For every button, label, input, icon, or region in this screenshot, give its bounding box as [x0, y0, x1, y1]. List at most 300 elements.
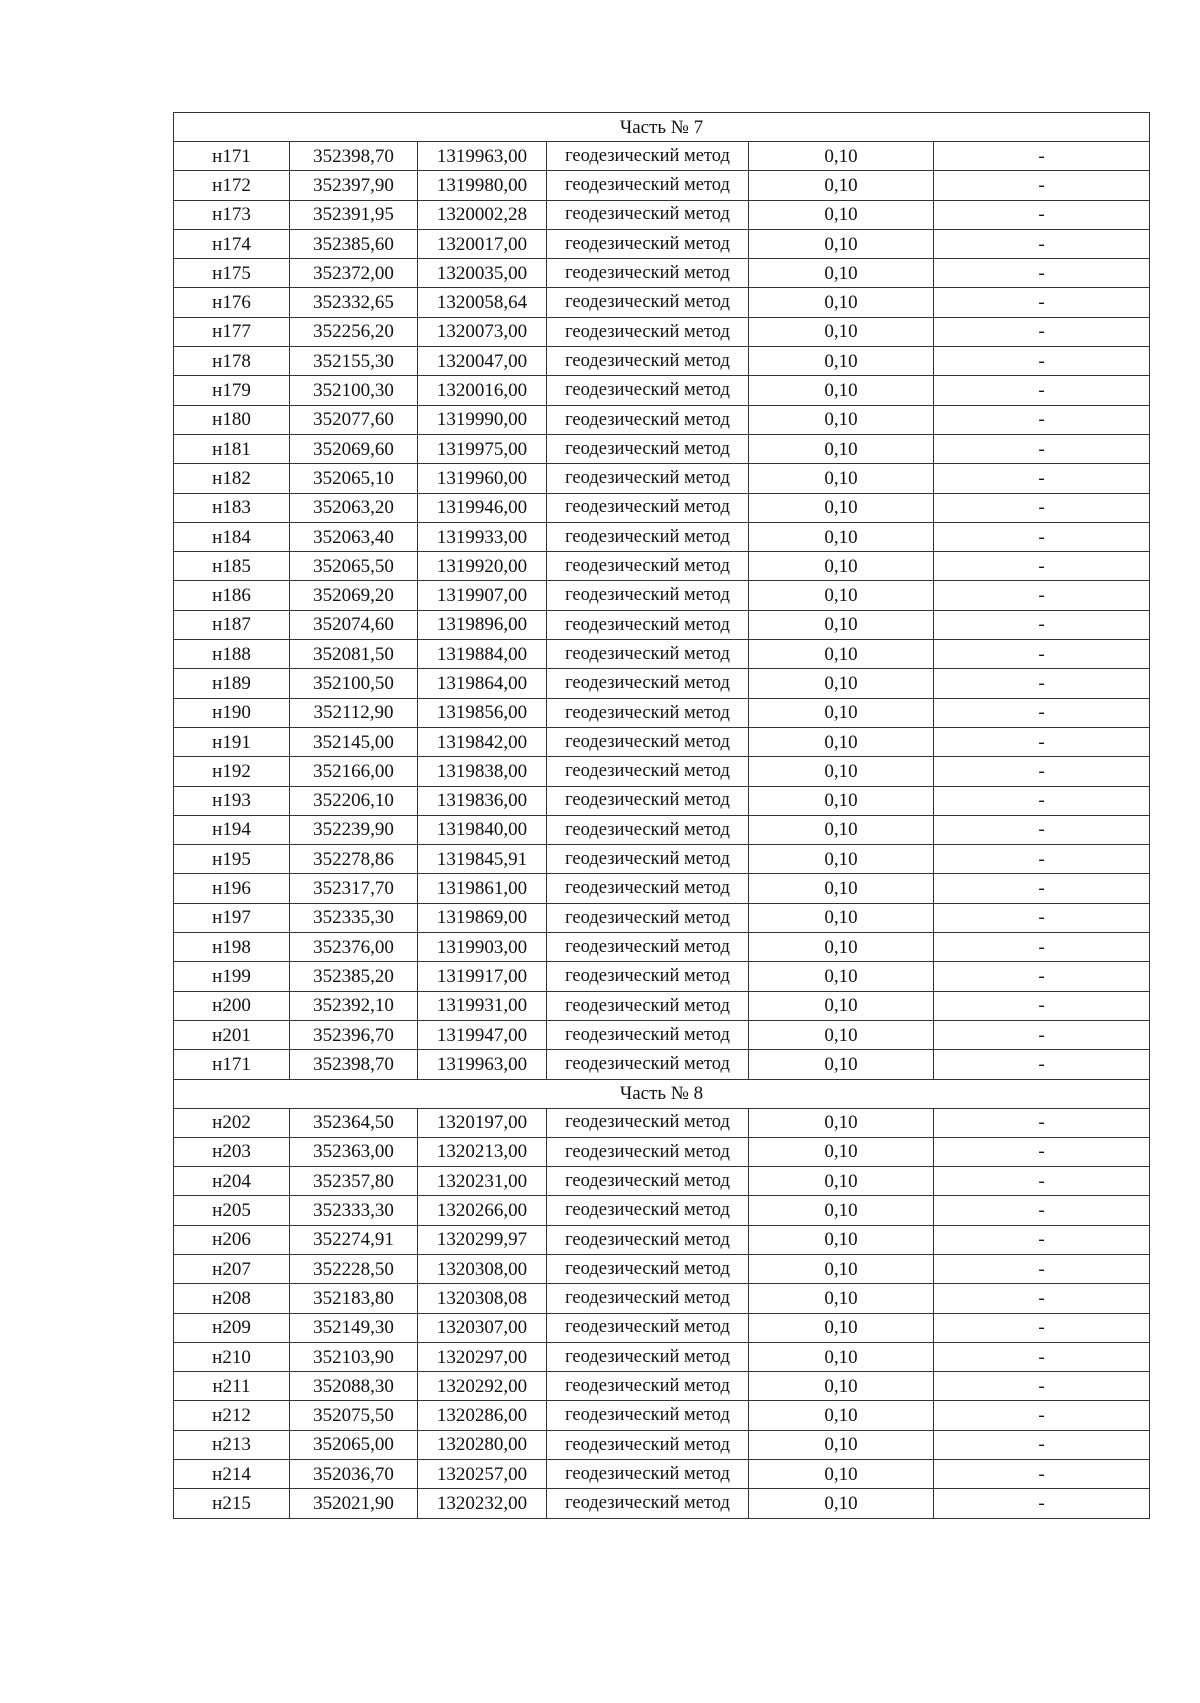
point-name-cell: н207: [174, 1254, 290, 1283]
point-name-cell: н215: [174, 1489, 290, 1518]
point-name-cell: н200: [174, 991, 290, 1020]
method-cell: геодезический метод: [547, 347, 749, 376]
y-coordinate-cell: 1320073,00: [418, 317, 547, 346]
point-name-cell: н181: [174, 434, 290, 463]
x-coordinate-cell: 352274,91: [290, 1225, 418, 1254]
accuracy-cell: 0,10: [749, 640, 934, 669]
method-cell: геодезический метод: [547, 1342, 749, 1371]
method-cell: геодезический метод: [547, 962, 749, 991]
point-name-cell: н188: [174, 640, 290, 669]
accuracy-cell: 0,10: [749, 1313, 934, 1342]
method-cell: геодезический метод: [547, 845, 749, 874]
method-cell: геодезический метод: [547, 1108, 749, 1137]
method-cell: геодезический метод: [547, 464, 749, 493]
y-coordinate-cell: 1319884,00: [418, 640, 547, 669]
method-cell: геодезический метод: [547, 581, 749, 610]
table-row: [174, 259, 1150, 288]
x-coordinate-cell: 352206,10: [290, 786, 418, 815]
y-coordinate-cell: 1320017,00: [418, 229, 547, 258]
x-coordinate-cell: 352278,86: [290, 845, 418, 874]
accuracy-cell: 0,10: [749, 347, 934, 376]
table-row: [174, 786, 1150, 815]
accuracy-cell: 0,10: [749, 815, 934, 844]
y-coordinate-cell: 1319840,00: [418, 815, 547, 844]
accuracy-cell: 0,10: [749, 757, 934, 786]
description-cell: -: [934, 962, 1150, 991]
x-coordinate-cell: 352088,30: [290, 1372, 418, 1401]
table-row: [174, 727, 1150, 756]
accuracy-cell: 0,10: [749, 845, 934, 874]
x-coordinate-cell: 352103,90: [290, 1342, 418, 1371]
description-cell: -: [934, 1137, 1150, 1166]
description-cell: -: [934, 1167, 1150, 1196]
accuracy-cell: 0,10: [749, 376, 934, 405]
accuracy-cell: 0,10: [749, 288, 934, 317]
y-coordinate-cell: 1319836,00: [418, 786, 547, 815]
method-cell: геодезический метод: [547, 1430, 749, 1459]
method-cell: геодезический метод: [547, 1460, 749, 1489]
x-coordinate-cell: 352357,80: [290, 1167, 418, 1196]
x-coordinate-cell: 352074,60: [290, 610, 418, 639]
point-name-cell: н209: [174, 1313, 290, 1342]
y-coordinate-cell: 1319975,00: [418, 434, 547, 463]
table-row: [174, 434, 1150, 463]
point-name-cell: н183: [174, 493, 290, 522]
point-name-cell: н211: [174, 1372, 290, 1401]
table-row: [174, 464, 1150, 493]
description-cell: -: [934, 1430, 1150, 1459]
method-cell: геодезический метод: [547, 1254, 749, 1283]
table-row: [174, 698, 1150, 727]
method-cell: геодезический метод: [547, 200, 749, 229]
table-row: [174, 610, 1150, 639]
description-cell: -: [934, 376, 1150, 405]
accuracy-cell: 0,10: [749, 1489, 934, 1518]
description-cell: -: [934, 669, 1150, 698]
y-coordinate-cell: 1319947,00: [418, 1020, 547, 1049]
x-coordinate-cell: 352021,90: [290, 1489, 418, 1518]
y-coordinate-cell: 1320231,00: [418, 1167, 547, 1196]
description-cell: -: [934, 581, 1150, 610]
accuracy-cell: 0,10: [749, 493, 934, 522]
method-cell: геодезический метод: [547, 698, 749, 727]
method-cell: геодезический метод: [547, 259, 749, 288]
description-cell: -: [934, 991, 1150, 1020]
point-name-cell: н177: [174, 317, 290, 346]
y-coordinate-cell: 1319917,00: [418, 962, 547, 991]
table-row: [174, 347, 1150, 376]
table-row: [174, 962, 1150, 991]
table-row: [174, 1401, 1150, 1430]
table-row: [174, 405, 1150, 434]
x-coordinate-cell: 352363,00: [290, 1137, 418, 1166]
table-row: [174, 1489, 1150, 1518]
point-name-cell: н180: [174, 405, 290, 434]
x-coordinate-cell: 352391,95: [290, 200, 418, 229]
y-coordinate-cell: 1320197,00: [418, 1108, 547, 1137]
description-cell: -: [934, 786, 1150, 815]
x-coordinate-cell: 352392,10: [290, 991, 418, 1020]
point-name-cell: н178: [174, 347, 290, 376]
y-coordinate-cell: 1320308,08: [418, 1284, 547, 1313]
point-name-cell: н193: [174, 786, 290, 815]
description-cell: -: [934, 142, 1150, 171]
description-cell: -: [934, 1342, 1150, 1371]
description-cell: -: [934, 1196, 1150, 1225]
table-row: [174, 288, 1150, 317]
point-name-cell: н182: [174, 464, 290, 493]
point-name-cell: н176: [174, 288, 290, 317]
point-name-cell: н201: [174, 1020, 290, 1049]
x-coordinate-cell: 352065,10: [290, 464, 418, 493]
x-coordinate-cell: 352100,50: [290, 669, 418, 698]
x-coordinate-cell: 352376,00: [290, 933, 418, 962]
point-name-cell: н175: [174, 259, 290, 288]
table-row: [174, 1372, 1150, 1401]
method-cell: геодезический метод: [547, 669, 749, 698]
point-name-cell: н199: [174, 962, 290, 991]
point-name-cell: н174: [174, 229, 290, 258]
point-name-cell: н205: [174, 1196, 290, 1225]
x-coordinate-cell: 352069,60: [290, 434, 418, 463]
point-name-cell: н210: [174, 1342, 290, 1371]
y-coordinate-cell: 1319990,00: [418, 405, 547, 434]
method-cell: геодезический метод: [547, 522, 749, 551]
y-coordinate-cell: 1320299,97: [418, 1225, 547, 1254]
y-coordinate-cell: 1319963,00: [418, 142, 547, 171]
x-coordinate-cell: 352183,80: [290, 1284, 418, 1313]
method-cell: геодезический метод: [547, 786, 749, 815]
coordinates-table: [173, 112, 1150, 1519]
description-cell: -: [934, 171, 1150, 200]
y-coordinate-cell: 1320280,00: [418, 1430, 547, 1459]
y-coordinate-cell: 1319933,00: [418, 522, 547, 551]
x-coordinate-cell: 352333,30: [290, 1196, 418, 1225]
point-name-cell: н185: [174, 552, 290, 581]
x-coordinate-cell: 352075,50: [290, 1401, 418, 1430]
accuracy-cell: 0,10: [749, 1020, 934, 1049]
part-header-row: [174, 113, 1150, 142]
description-cell: -: [934, 727, 1150, 756]
accuracy-cell: 0,10: [749, 698, 934, 727]
description-cell: -: [934, 1489, 1150, 1518]
description-cell: -: [934, 640, 1150, 669]
point-name-cell: н187: [174, 610, 290, 639]
accuracy-cell: 0,10: [749, 610, 934, 639]
y-coordinate-cell: 1320292,00: [418, 1372, 547, 1401]
accuracy-cell: 0,10: [749, 874, 934, 903]
accuracy-cell: 0,10: [749, 405, 934, 434]
x-coordinate-cell: 352385,60: [290, 229, 418, 258]
method-cell: геодезический метод: [547, 1225, 749, 1254]
accuracy-cell: 0,10: [749, 1225, 934, 1254]
table-row: [174, 493, 1150, 522]
description-cell: -: [934, 229, 1150, 258]
method-cell: геодезический метод: [547, 933, 749, 962]
point-name-cell: н195: [174, 845, 290, 874]
x-coordinate-cell: 352396,70: [290, 1020, 418, 1049]
table-row: [174, 845, 1150, 874]
description-cell: -: [934, 434, 1150, 463]
description-cell: -: [934, 845, 1150, 874]
description-cell: -: [934, 522, 1150, 551]
y-coordinate-cell: 1319861,00: [418, 874, 547, 903]
y-coordinate-cell: 1320016,00: [418, 376, 547, 405]
accuracy-cell: 0,10: [749, 171, 934, 200]
y-coordinate-cell: 1319896,00: [418, 610, 547, 639]
point-name-cell: н172: [174, 171, 290, 200]
method-cell: геодезический метод: [547, 991, 749, 1020]
table-row: [174, 200, 1150, 229]
x-coordinate-cell: 352036,70: [290, 1460, 418, 1489]
x-coordinate-cell: 352364,50: [290, 1108, 418, 1137]
method-cell: геодезический метод: [547, 552, 749, 581]
accuracy-cell: 0,10: [749, 727, 934, 756]
y-coordinate-cell: 1320058,64: [418, 288, 547, 317]
x-coordinate-cell: 352145,00: [290, 727, 418, 756]
table-row: [174, 903, 1150, 932]
method-cell: геодезический метод: [547, 288, 749, 317]
y-coordinate-cell: 1320297,00: [418, 1342, 547, 1371]
x-coordinate-cell: 352069,20: [290, 581, 418, 610]
accuracy-cell: 0,10: [749, 1137, 934, 1166]
description-cell: -: [934, 610, 1150, 639]
x-coordinate-cell: 352239,90: [290, 815, 418, 844]
y-coordinate-cell: 1319907,00: [418, 581, 547, 610]
table-row: [174, 1050, 1150, 1079]
table-row: [174, 522, 1150, 551]
x-coordinate-cell: 352398,70: [290, 142, 418, 171]
point-name-cell: н212: [174, 1401, 290, 1430]
method-cell: геодезический метод: [547, 757, 749, 786]
part-title: Часть № 7: [174, 113, 1150, 142]
method-cell: геодезический метод: [547, 493, 749, 522]
method-cell: геодезический метод: [547, 405, 749, 434]
method-cell: геодезический метод: [547, 1050, 749, 1079]
x-coordinate-cell: 352063,20: [290, 493, 418, 522]
description-cell: -: [934, 1372, 1150, 1401]
x-coordinate-cell: 352332,65: [290, 288, 418, 317]
accuracy-cell: 0,10: [749, 200, 934, 229]
x-coordinate-cell: 352228,50: [290, 1254, 418, 1283]
table-row: [174, 874, 1150, 903]
method-cell: геодезический метод: [547, 1284, 749, 1313]
table-row: [174, 229, 1150, 258]
part-title: Часть № 8: [174, 1079, 1150, 1108]
method-cell: геодезический метод: [547, 317, 749, 346]
point-name-cell: н196: [174, 874, 290, 903]
accuracy-cell: 0,10: [749, 317, 934, 346]
method-cell: геодезический метод: [547, 142, 749, 171]
y-coordinate-cell: 1319864,00: [418, 669, 547, 698]
x-coordinate-cell: 352081,50: [290, 640, 418, 669]
description-cell: -: [934, 874, 1150, 903]
table-row: [174, 142, 1150, 171]
point-name-cell: н194: [174, 815, 290, 844]
point-name-cell: н213: [174, 1430, 290, 1459]
accuracy-cell: 0,10: [749, 259, 934, 288]
y-coordinate-cell: 1319980,00: [418, 171, 547, 200]
x-coordinate-cell: 352317,70: [290, 874, 418, 903]
accuracy-cell: 0,10: [749, 1167, 934, 1196]
accuracy-cell: 0,10: [749, 669, 934, 698]
description-cell: -: [934, 1050, 1150, 1079]
y-coordinate-cell: 1319960,00: [418, 464, 547, 493]
accuracy-cell: 0,10: [749, 1460, 934, 1489]
method-cell: геодезический метод: [547, 610, 749, 639]
point-name-cell: н173: [174, 200, 290, 229]
y-coordinate-cell: 1319838,00: [418, 757, 547, 786]
method-cell: геодезический метод: [547, 1313, 749, 1342]
description-cell: -: [934, 1108, 1150, 1137]
description-cell: -: [934, 347, 1150, 376]
accuracy-cell: 0,10: [749, 522, 934, 551]
method-cell: геодезический метод: [547, 727, 749, 756]
accuracy-cell: 0,10: [749, 434, 934, 463]
accuracy-cell: 0,10: [749, 991, 934, 1020]
y-coordinate-cell: 1319931,00: [418, 991, 547, 1020]
x-coordinate-cell: 352385,20: [290, 962, 418, 991]
accuracy-cell: 0,10: [749, 903, 934, 932]
description-cell: -: [934, 552, 1150, 581]
table-row: [174, 1020, 1150, 1049]
description-cell: -: [934, 259, 1150, 288]
description-cell: -: [934, 903, 1150, 932]
table-row: [174, 640, 1150, 669]
method-cell: геодезический метод: [547, 1401, 749, 1430]
method-cell: геодезический метод: [547, 1489, 749, 1518]
method-cell: геодезический метод: [547, 376, 749, 405]
point-name-cell: н202: [174, 1108, 290, 1137]
table-row: [174, 1108, 1150, 1137]
table-row: [174, 1284, 1150, 1313]
y-coordinate-cell: 1320257,00: [418, 1460, 547, 1489]
accuracy-cell: 0,10: [749, 1372, 934, 1401]
point-name-cell: н171: [174, 142, 290, 171]
point-name-cell: н197: [174, 903, 290, 932]
description-cell: -: [934, 1284, 1150, 1313]
x-coordinate-cell: 352372,00: [290, 259, 418, 288]
table-row: [174, 1342, 1150, 1371]
table-row: [174, 991, 1150, 1020]
table-row: [174, 1137, 1150, 1166]
point-name-cell: н171: [174, 1050, 290, 1079]
method-cell: геодезический метод: [547, 1372, 749, 1401]
table-row: [174, 1313, 1150, 1342]
table-row: [174, 581, 1150, 610]
point-name-cell: н208: [174, 1284, 290, 1313]
point-name-cell: н198: [174, 933, 290, 962]
y-coordinate-cell: 1319946,00: [418, 493, 547, 522]
x-coordinate-cell: 352065,50: [290, 552, 418, 581]
y-coordinate-cell: 1320213,00: [418, 1137, 547, 1166]
table-row: [174, 815, 1150, 844]
y-coordinate-cell: 1319963,00: [418, 1050, 547, 1079]
y-coordinate-cell: 1319920,00: [418, 552, 547, 581]
method-cell: геодезический метод: [547, 815, 749, 844]
table-row: [174, 552, 1150, 581]
x-coordinate-cell: 352063,40: [290, 522, 418, 551]
accuracy-cell: 0,10: [749, 1108, 934, 1137]
x-coordinate-cell: 352065,00: [290, 1430, 418, 1459]
x-coordinate-cell: 352100,30: [290, 376, 418, 405]
method-cell: геодезический метод: [547, 1020, 749, 1049]
point-name-cell: н192: [174, 757, 290, 786]
table-row: [174, 933, 1150, 962]
point-name-cell: н184: [174, 522, 290, 551]
accuracy-cell: 0,10: [749, 1254, 934, 1283]
table-row: [174, 1460, 1150, 1489]
description-cell: -: [934, 815, 1150, 844]
x-coordinate-cell: 352398,70: [290, 1050, 418, 1079]
method-cell: геодезический метод: [547, 229, 749, 258]
table-row: [174, 1167, 1150, 1196]
description-cell: -: [934, 1225, 1150, 1254]
point-name-cell: н191: [174, 727, 290, 756]
y-coordinate-cell: 1320308,00: [418, 1254, 547, 1283]
y-coordinate-cell: 1320002,28: [418, 200, 547, 229]
method-cell: геодезический метод: [547, 903, 749, 932]
x-coordinate-cell: 352256,20: [290, 317, 418, 346]
accuracy-cell: 0,10: [749, 1196, 934, 1225]
accuracy-cell: 0,10: [749, 229, 934, 258]
accuracy-cell: 0,10: [749, 933, 934, 962]
y-coordinate-cell: 1319856,00: [418, 698, 547, 727]
y-coordinate-cell: 1320047,00: [418, 347, 547, 376]
accuracy-cell: 0,10: [749, 786, 934, 815]
description-cell: -: [934, 1020, 1150, 1049]
method-cell: геодезический метод: [547, 640, 749, 669]
table-row: [174, 317, 1150, 346]
table-row: [174, 1430, 1150, 1459]
table-row: [174, 669, 1150, 698]
y-coordinate-cell: 1319845,91: [418, 845, 547, 874]
description-cell: -: [934, 200, 1150, 229]
accuracy-cell: 0,10: [749, 552, 934, 581]
accuracy-cell: 0,10: [749, 1284, 934, 1313]
description-cell: -: [934, 1313, 1150, 1342]
point-name-cell: н206: [174, 1225, 290, 1254]
y-coordinate-cell: 1319842,00: [418, 727, 547, 756]
method-cell: геодезический метод: [547, 1167, 749, 1196]
y-coordinate-cell: 1320035,00: [418, 259, 547, 288]
description-cell: -: [934, 757, 1150, 786]
method-cell: геодезический метод: [547, 1137, 749, 1166]
point-name-cell: н204: [174, 1167, 290, 1196]
y-coordinate-cell: 1320307,00: [418, 1313, 547, 1342]
accuracy-cell: 0,10: [749, 1050, 934, 1079]
description-cell: -: [934, 464, 1150, 493]
point-name-cell: н179: [174, 376, 290, 405]
x-coordinate-cell: 352149,30: [290, 1313, 418, 1342]
point-name-cell: н189: [174, 669, 290, 698]
method-cell: геодезический метод: [547, 874, 749, 903]
accuracy-cell: 0,10: [749, 962, 934, 991]
x-coordinate-cell: 352077,60: [290, 405, 418, 434]
table-row: [174, 171, 1150, 200]
description-cell: -: [934, 1401, 1150, 1430]
y-coordinate-cell: 1320266,00: [418, 1196, 547, 1225]
table-row: [174, 376, 1150, 405]
description-cell: -: [934, 288, 1150, 317]
accuracy-cell: 0,10: [749, 581, 934, 610]
description-cell: -: [934, 493, 1150, 522]
coordinates-table-body: [174, 113, 1150, 1519]
description-cell: -: [934, 1460, 1150, 1489]
y-coordinate-cell: 1320286,00: [418, 1401, 547, 1430]
accuracy-cell: 0,10: [749, 142, 934, 171]
description-cell: -: [934, 317, 1150, 346]
